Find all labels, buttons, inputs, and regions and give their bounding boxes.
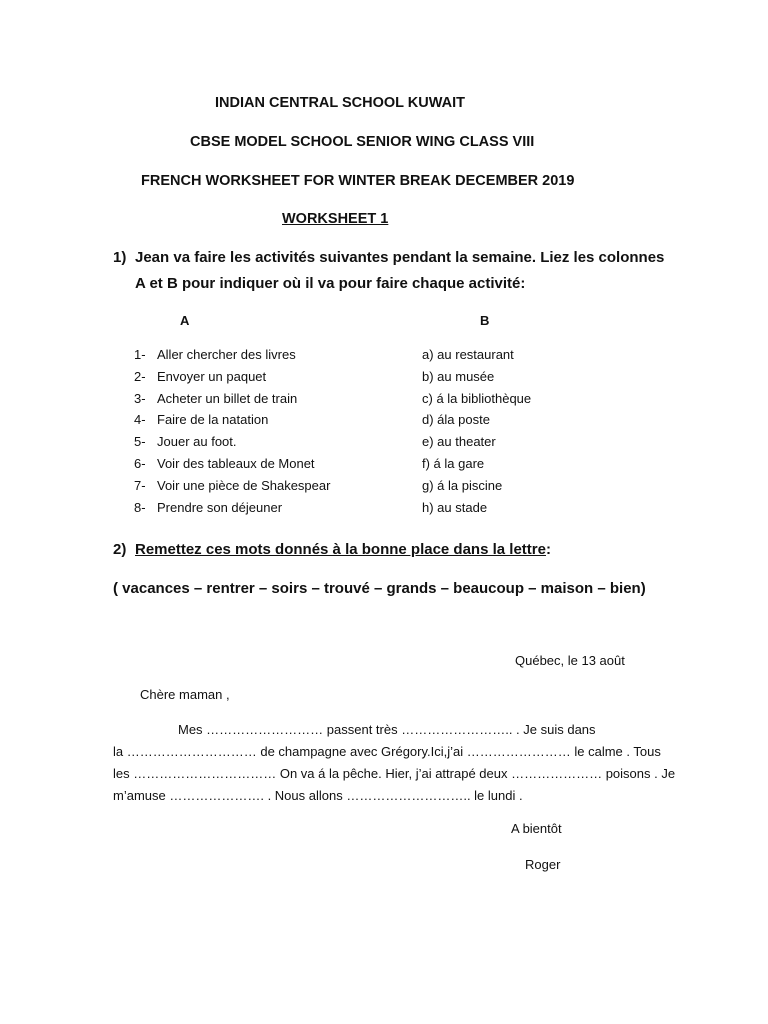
letter-closing: A bientôt bbox=[511, 821, 562, 836]
q2-instruction-colon: : bbox=[545, 541, 551, 558]
column-b-header: B bbox=[480, 313, 490, 328]
item-number: 4- bbox=[134, 412, 146, 428]
word-bank: ( vacances – rentrer – soirs – trouvé – grands – beaucoup – maison – bien) bbox=[113, 580, 646, 597]
place-text: d) ála poste bbox=[422, 412, 490, 428]
letter-salutation: Chère maman , bbox=[140, 687, 230, 702]
place-text: c) á la bibliothèque bbox=[422, 390, 532, 406]
school-name: INDIAN CENTRAL SCHOOL KUWAIT bbox=[215, 95, 465, 111]
activity-text: Jouer au foot. bbox=[157, 434, 237, 450]
activity-text: Faire de la natation bbox=[157, 412, 269, 428]
place-text: a) au restaurant bbox=[422, 347, 514, 362]
q1-instruction-line1: Jean va faire les activités suivantes pendant la semaine. Liez les colonnes bbox=[135, 249, 665, 266]
item-number: 7- bbox=[134, 477, 146, 493]
place-text: e) au theater bbox=[422, 434, 496, 450]
item-number: 3- bbox=[134, 390, 146, 406]
item-number: 1- bbox=[134, 347, 146, 362]
worksheet-title: FRENCH WORKSHEET FOR WINTER BREAK DECEMBER 2019 bbox=[141, 173, 575, 189]
activity-text: Aller chercher des livres bbox=[157, 347, 296, 362]
letter-line-4: m’amuse …………………. . Nous allons ……………………….. le lundi . bbox=[113, 788, 523, 803]
activity-text: Prendre son déjeuner bbox=[157, 499, 283, 515]
letter-line-3: les …………………………… On va á la pêche. Hier, j’ai attrapé deux ………………… poisons . Je bbox=[113, 766, 676, 781]
place-text: g) á la piscine bbox=[422, 477, 503, 493]
item-number: 6- bbox=[134, 456, 146, 471]
q2-instruction-text: Remettez ces mots donnés à la bonne place dans la lettre bbox=[135, 541, 546, 558]
letter-place-date: Québec, le 13 août bbox=[515, 653, 625, 668]
class-heading: CBSE MODEL SCHOOL SENIOR WING CLASS VIII bbox=[190, 134, 535, 150]
q1-instruction-line2: A et B pour indiquer où il va pour faire chaque activité: bbox=[135, 275, 526, 292]
activity-text: Voir des tableaux de Monet bbox=[157, 456, 315, 471]
item-number: 8- bbox=[134, 499, 146, 515]
place-text: h) au stade bbox=[422, 499, 488, 515]
letter-line-2: la ………………………… de champagne avec Grégory.Ici,j’ai …………………… le calme . Tous bbox=[113, 744, 661, 759]
place-text: b) au musée bbox=[422, 368, 495, 384]
activity-text: Envoyer un paquet bbox=[157, 368, 267, 384]
worksheet-number: WORKSHEET 1 bbox=[282, 211, 389, 227]
place-text: f) á la gare bbox=[422, 456, 485, 471]
item-number: 5- bbox=[134, 434, 146, 450]
activity-text: Voir une pièce de Shakespear bbox=[157, 477, 331, 493]
q2-number: 2) bbox=[113, 541, 127, 558]
item-number: 2- bbox=[134, 368, 146, 384]
q1-number: 1) bbox=[113, 249, 127, 266]
letter-line-1: Mes ……………………… passent très …………………….. . Je suis dans bbox=[178, 722, 596, 737]
q2-instruction bbox=[135, 541, 551, 558]
letter-signature: Roger bbox=[525, 857, 561, 872]
activity-text: Acheter un billet de train bbox=[157, 390, 298, 406]
column-a-header: A bbox=[180, 313, 190, 328]
